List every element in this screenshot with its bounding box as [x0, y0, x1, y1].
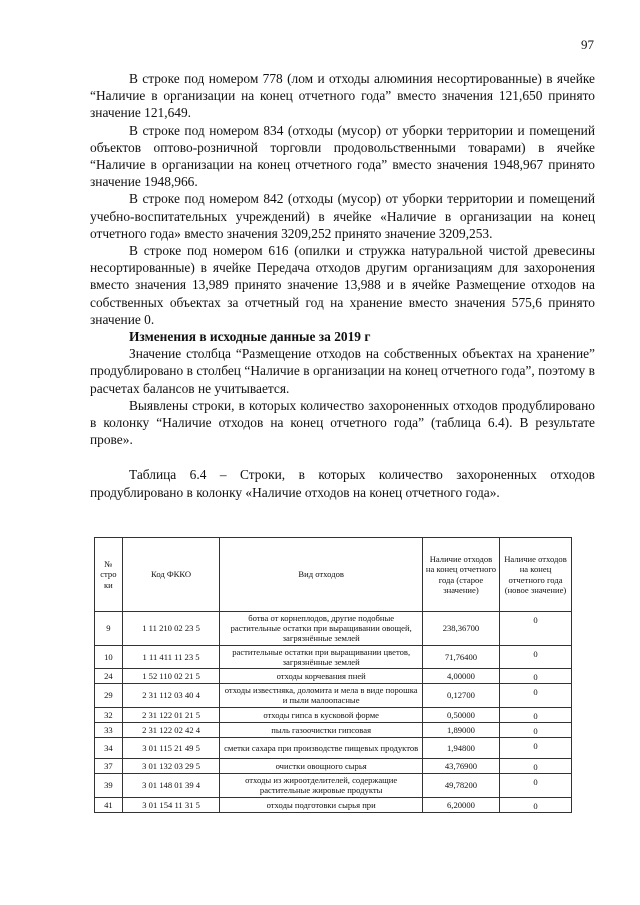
table-header-row	[95, 538, 572, 612]
cell-code: 3 01 132 03 29 5	[122, 759, 220, 774]
cell-waste-kind: сметки сахара при производстве пищевых продуктов	[220, 738, 423, 759]
cell-waste-kind: очистки овощного сырья	[220, 759, 423, 774]
paragraph: Значение столбца “Размещение отходов на собственных объектах на хранение” продублировано в столбец “Наличие в организации на конец отчетного года”, поэтому в расчетах балансов не учитывается.	[90, 346, 595, 396]
cell-qty-old: 43,76900	[422, 759, 499, 774]
cell-code: 2 31 122 02 42 4	[122, 722, 220, 737]
section-heading: Изменения в исходные данные за 2019 г	[129, 329, 371, 345]
table-row	[95, 612, 572, 646]
cell-waste-kind: пыль газоочистки гипсовая	[220, 722, 423, 737]
cell-code: 3 01 148 01 39 4	[122, 774, 220, 797]
cell-row-no: 39	[95, 774, 123, 797]
cell-qty-new: 0	[500, 684, 572, 707]
cell-qty-old: 0,12700	[422, 684, 499, 707]
cell-row-no: 34	[95, 738, 123, 759]
cell-qty-new: 0	[500, 759, 572, 774]
table-row	[95, 774, 572, 797]
cell-qty-old: 6,20000	[422, 797, 499, 812]
cell-code: 2 31 112 03 40 4	[122, 684, 220, 707]
cell-qty-new: 0	[500, 722, 572, 737]
cell-qty-new: 0	[500, 612, 572, 646]
table-caption: Таблица 6.4 – Строки, в которых количество захороненных отходов продублировано в колонку «Наличие отходов на конец отчетного года».	[90, 467, 595, 500]
cell-code: 2 31 122 01 21 5	[122, 707, 220, 722]
cell-code: 3 01 115 21 49 5	[122, 738, 220, 759]
header-qty-new: Наличие отходов на конец отчетного года (новое значение)	[500, 538, 572, 612]
table-body	[95, 612, 572, 813]
header-qty-old: Наличие отходов на конец отчетного года (старое значение)	[422, 538, 499, 612]
cell-qty-new: 0	[500, 707, 572, 722]
table-row	[95, 645, 572, 668]
header-row-no: № стро ки	[95, 538, 123, 612]
cell-waste-kind: растительные остатки при выращивании цветов, загрязнённые землей	[220, 645, 423, 668]
document-body	[90, 70, 595, 501]
cell-waste-kind: отходы корчевания пней	[220, 669, 423, 684]
cell-waste-kind: ботва от корнеплодов, другие подобные растительные остатки при выращивании овощей, загрязнённые землей	[220, 612, 423, 646]
cell-waste-kind: отходы известняка, доломита и мела в виде порошка и пыли малоопасные	[220, 684, 423, 707]
paragraph: Выявлены строки, в которых количество захороненных отходов продублировано в колонку “Наличие отходов на конец отчетного года” (таблица 6.4). В результате прове».	[90, 397, 595, 448]
table-row	[95, 669, 572, 684]
table-row	[95, 759, 572, 774]
table-row	[95, 797, 572, 812]
cell-row-no: 9	[95, 612, 123, 646]
cell-code: 1 11 210 02 23 5	[122, 612, 220, 646]
cell-code: 1 11 411 11 23 5	[122, 645, 220, 668]
cell-row-no: 37	[95, 759, 123, 774]
cell-waste-kind: отходы подготовки сырья при	[220, 797, 423, 812]
cell-row-no: 24	[95, 669, 123, 684]
cell-qty-old: 4,00000	[422, 669, 499, 684]
table-row	[95, 684, 572, 707]
table-row	[95, 738, 572, 759]
paragraph: В строке под номером 616 (опилки и стружка натуральной чистой древесины несортированные) в ячейке Передача отходов другим организациям для захоронения вместо значения 13,989 принято значение 13,988 и в ячейке Размещение отходов на собственных объектах за отчетный год на хранение вместо значения 575,6 принято значение 0.	[90, 243, 595, 327]
paragraph: В строке под номером 834 (отходы (мусор) от уборки территории и помещений объектов оптово-розничной торговли продовольственными товарами) в ячейке “Наличие в организации на конец отчетного года” вместо значения 1948,967 принято значение 1948,966.	[90, 122, 595, 190]
cell-row-no: 41	[95, 797, 123, 812]
cell-qty-new: 0	[500, 774, 572, 797]
cell-qty-old: 0,50000	[422, 707, 499, 722]
cell-qty-old: 238,36700	[422, 612, 499, 646]
cell-code: 3 01 154 11 31 5	[122, 797, 220, 812]
header-waste-kind: Вид отходов	[220, 538, 423, 612]
table-row	[95, 722, 572, 737]
cell-qty-old: 1,89000	[422, 722, 499, 737]
cell-qty-new: 0	[500, 645, 572, 668]
cell-qty-old: 71,76400	[422, 645, 499, 668]
cell-row-no: 32	[95, 707, 123, 722]
cell-row-no: 33	[95, 722, 123, 737]
cell-code: 1 52 110 02 21 5	[122, 669, 220, 684]
cell-qty-new: 0	[500, 738, 572, 759]
cell-qty-new: 0	[500, 669, 572, 684]
paragraph: В строке под номером 842 (отходы (мусор) от уборки территории и помещений учебно-воспитательных учреждений) в ячейке «Наличие в организации на конец отчетного года» вместо значения 3209,252 принято значение 3209,253.	[90, 191, 595, 241]
cell-row-no: 10	[95, 645, 123, 668]
cell-qty-old: 49,78200	[422, 774, 499, 797]
page-number: 97	[581, 37, 594, 52]
cell-qty-old: 1,94800	[422, 738, 499, 759]
cell-waste-kind: отходы из жироотделителей, содержащие растительные жировые продукты	[220, 774, 423, 797]
cell-row-no: 29	[95, 684, 123, 707]
waste-table	[94, 537, 572, 813]
cell-qty-new: 0	[500, 797, 572, 812]
cell-waste-kind: отходы гипса в кусковой форме	[220, 707, 423, 722]
header-code: Код ФККО	[122, 538, 220, 612]
table-row	[95, 707, 572, 722]
paragraph: В строке под номером 778 (лом и отходы алюминия несортированные) в ячейке “Наличие в организации на конец отчетного года” вместо значения 121,650 принято значение 121,649.	[90, 71, 595, 121]
